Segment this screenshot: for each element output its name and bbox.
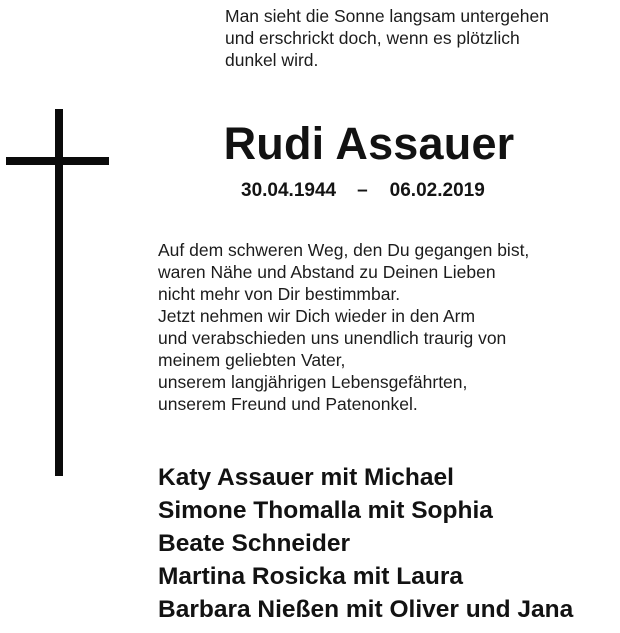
mourner-name: Katy Assauer mit Michael <box>158 464 454 491</box>
tribute-line: nicht mehr von Dir bestimmbar. <box>158 284 401 304</box>
tribute-line: Jetzt nehmen wir Dich wieder in den Arm <box>158 306 476 326</box>
mourners-list <box>158 461 573 626</box>
deceased-name: Rudi Assauer <box>223 118 515 169</box>
motto-quote <box>225 5 549 71</box>
tribute-line: waren Nähe und Abstand zu Deinen Lieben <box>158 262 496 282</box>
tribute-text <box>158 239 529 415</box>
cross-horizontal-beam <box>6 157 109 165</box>
tribute-line: unserem langjährigen Lebensgefährten, <box>158 372 468 392</box>
motto-line: Man sieht die Sonne langsam untergehen <box>225 6 549 26</box>
motto-line: und erschrickt doch, wenn es plötzlich <box>225 28 520 48</box>
mourner-name: Barbara Nießen mit Oliver und Jana <box>158 596 574 623</box>
motto-line: dunkel wird. <box>225 50 319 70</box>
tribute-line: Auf dem schweren Weg, den Du gegangen bist, <box>158 240 530 260</box>
tribute-line: und verabschieden uns unendlich traurig von <box>158 328 507 348</box>
date-separator: – <box>357 180 368 201</box>
birth-date: 30.04.1944 <box>241 180 337 201</box>
tribute-line: unserem Freund und Patenonkel. <box>158 394 418 414</box>
mourner-name: Martina Rosicka mit Laura <box>158 563 463 590</box>
mourner-name: Beate Schneider <box>158 530 350 557</box>
mourner-name: Simone Thomalla mit Sophia <box>158 497 493 524</box>
death-date: 06.02.2019 <box>389 180 485 201</box>
tribute-line: meinem geliebten Vater, <box>158 350 346 370</box>
life-dates <box>241 180 485 202</box>
